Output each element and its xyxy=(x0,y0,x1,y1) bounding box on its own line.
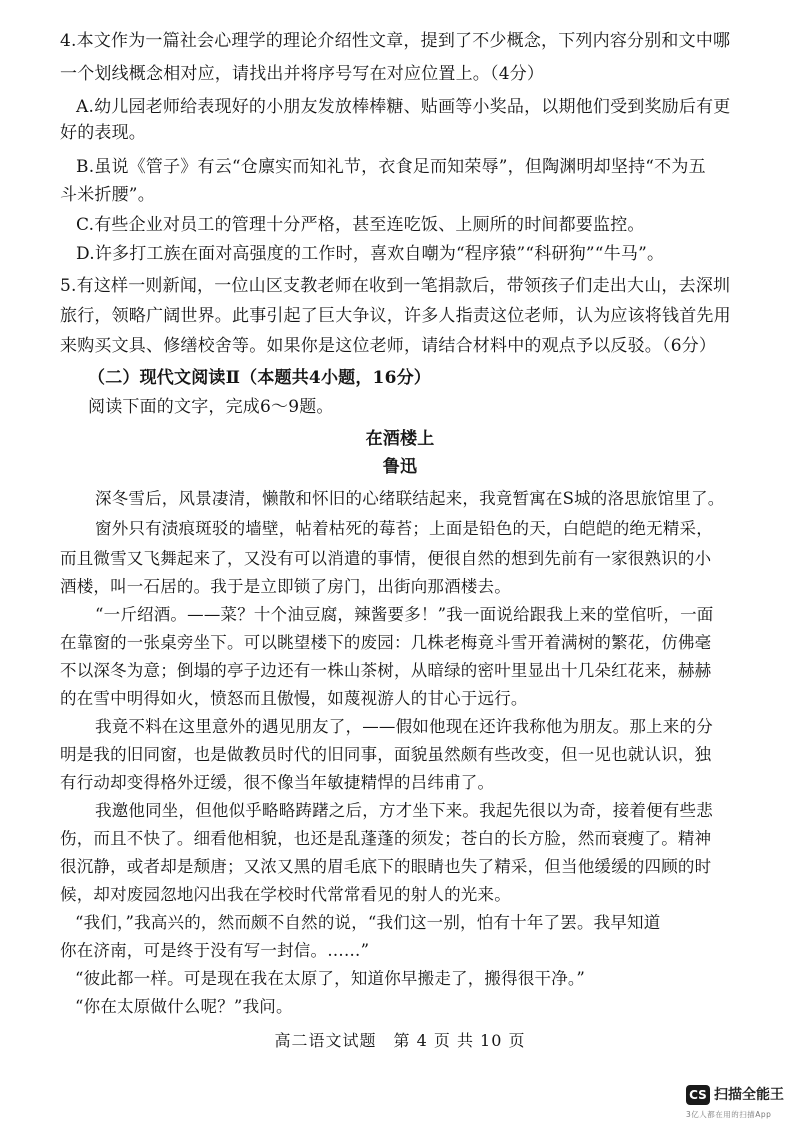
scanner-tagline: 3亿人都在用的扫描App xyxy=(686,1110,772,1119)
page-footer: 高二语文试题 第 4 页 共 10 页 xyxy=(274,1031,526,1050)
story-title: 在酒楼上 xyxy=(365,429,435,449)
story-line: 在靠窗的一张桌旁坐下。可以眺望楼下的废园：几株老梅竟斗雪开着满树的繁花，仿佛毫 xyxy=(60,633,712,652)
story-line: 酒楼，叫一石居的。我于是立即锁了房门，出街向那酒楼去。 xyxy=(60,577,511,596)
story-line: “你在太原做什么呢？”我问。 xyxy=(75,997,293,1016)
q4-option-a-line-1: A.幼儿园老师给表现好的小朋友发放棒棒糖、贴画等小奖品，以期他们受到奖励后有更 xyxy=(76,97,731,117)
section-instruction: 阅读下面的文字，完成6～9题。 xyxy=(88,397,334,417)
story-line: 不以深冬为意；倒塌的亭子边还有一株山茶树，从暗绿的密叶里显出十几朵红花来，赫赫 xyxy=(60,661,712,680)
story-line: 我邀他同坐，但他似乎略略踌躇之后，方才坐下来。我起先很以为奇，接着便有些悲 xyxy=(95,801,713,820)
story-line: 深冬雪后，风景凄清，懒散和怀旧的心绪联结起来，我竟暂寓在S城的洛思旅馆里了。 xyxy=(95,489,725,508)
section-heading: （二）现代文阅读Ⅱ（本题共4小题，16分） xyxy=(88,368,432,388)
scanner-app-name: 扫描全能王 xyxy=(714,1087,784,1103)
scanner-watermark xyxy=(682,1083,797,1123)
story-line: 你在济南，可是终于没有写一封信。……” xyxy=(60,941,370,960)
story-line: “我们，”我高兴的，然而颇不自然的说，“我们这一别，怕有十年了罢。我早知道 xyxy=(75,913,661,932)
camscanner-logo-icon: CS xyxy=(686,1085,710,1105)
story-line: 伤，而且不快了。细看他相貌，也还是乱蓬蓬的须发；苍白的长方脸，然而衰瘦了。精神 xyxy=(60,829,712,848)
q4-option-c: C.有些企业对员工的管理十分严格，甚至连吃饭、上厕所的时间都要监控。 xyxy=(76,215,645,235)
story-line: 窗外只有渍痕斑驳的墙壁，帖着枯死的莓苔；上面是铅色的天，白皑皑的绝无精采， xyxy=(95,519,713,538)
q4-option-d: D.许多打工族在面对高强度的工作时，喜欢自嘲为“程序猿”“科研狗”“牛马”。 xyxy=(76,244,665,264)
story-line: 而且微雪又飞舞起来了，又没有可以消遣的事情，便很自然的想到先前有一家很熟识的小 xyxy=(60,549,712,568)
q5-line-2: 旅行，领略广阔世界。此事引起了巨大争议，许多人指责这位老师，认为应该将钱首先用 xyxy=(60,306,731,326)
q5-line-1: 5.有这样一则新闻，一位山区支教老师在收到一笔捐款后，带领孩子们走出大山，去深圳 xyxy=(60,276,731,296)
story-line: 我竟不料在这里意外的遇见朋友了，——假如他现在还许我称他为朋友。那上来的分 xyxy=(95,717,713,736)
q4-option-b-line-2: 斗米折腰”。 xyxy=(60,185,155,205)
story-line: 很沉静，或者却是颓唐；又浓又黑的眉毛底下的眼睛也失了精采，但当他缓缓的四顾的时 xyxy=(60,857,712,876)
q5-line-3: 来购买文具、修缮校舍等。如果你是这位老师，请结合材料中的观点予以反驳。（6分） xyxy=(60,336,717,356)
story-line: 明是我的旧同窗，也是做教员时代的旧同事，面貌虽然颇有些改变，但一见也就认识，独 xyxy=(60,745,712,764)
q4-stem-line-2: 一个划线概念相对应，请找出并将序号写在对应位置上。（4分） xyxy=(60,64,545,84)
story-line: “彼此都一样。可是现在我在太原了，知道你早搬走了，搬得很干净。” xyxy=(75,969,586,988)
story-line: 的在雪中明得如火，愤怒而且傲慢，如蔑视游人的甘心于远行。 xyxy=(60,689,528,708)
story-line: 有行动却变得格外迂缓，很不像当年敏捷精悍的吕纬甫了。 xyxy=(60,773,495,792)
story-author: 鲁迅 xyxy=(382,457,418,477)
q4-option-b-line-1: B.虽说《管子》有云“仓廪实而知礼节，衣食足而知荣辱”，但陶渊明却坚持“不为五 xyxy=(76,157,706,177)
story-line: 候，却对废园忽地闪出我在学校时代常常看见的射人的光来。 xyxy=(60,885,511,904)
q4-stem-line-1: 4.本文作为一篇社会心理学的理论介绍性文章，提到了不少概念，下列内容分别和文中哪 xyxy=(60,31,731,51)
story-line: “一斤绍酒。——菜？十个油豆腐，辣酱要多！”我一面说给跟我上来的堂倌听，一面 xyxy=(95,605,714,624)
q4-option-a-line-2: 好的表现。 xyxy=(60,123,146,143)
